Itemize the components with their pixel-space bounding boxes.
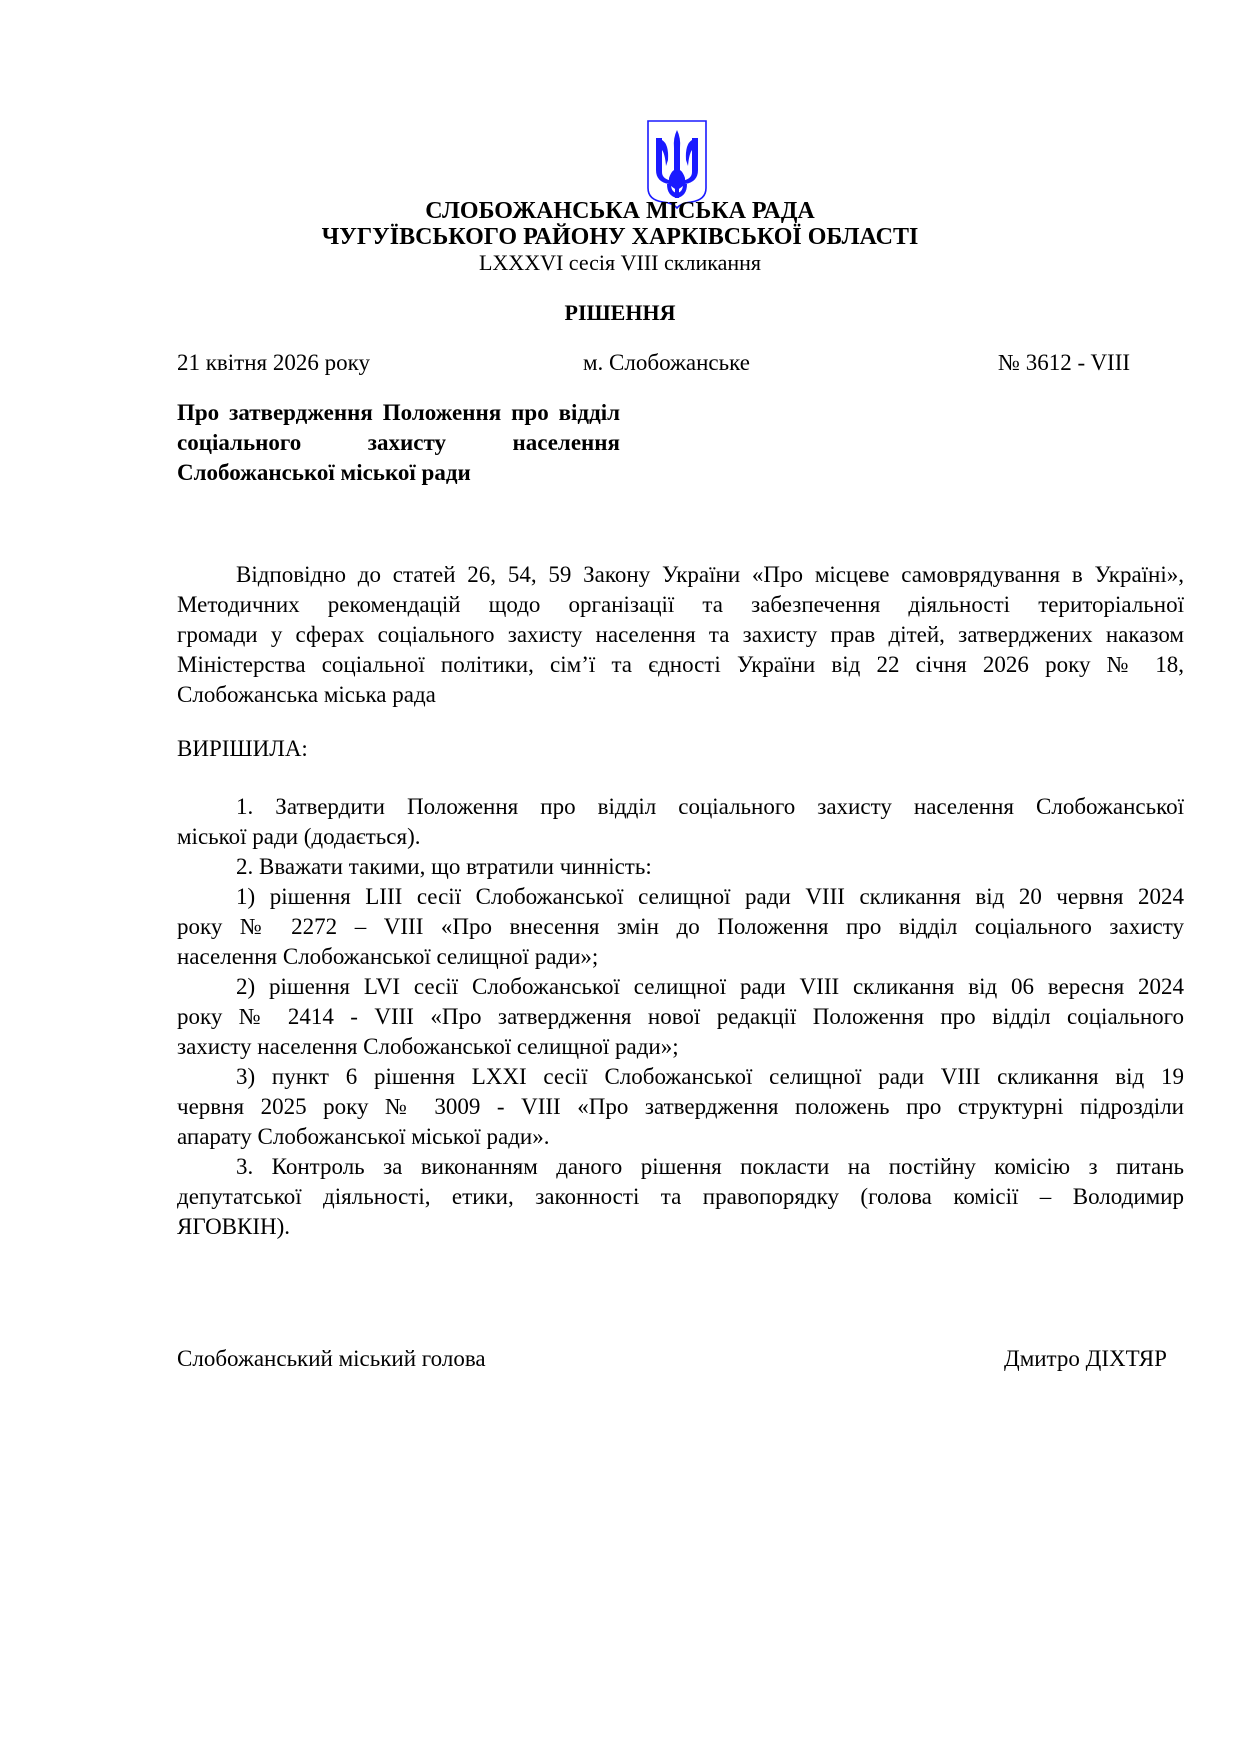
- item-line: ЯГОВКІН).: [177, 1214, 291, 1239]
- item-line: населення Слобожанської селищної ради»;: [177, 944, 599, 969]
- decision-number: № 3612 - VIII: [998, 350, 1131, 375]
- preamble-line: Міністерства соціальної політики, сім’ї та єдності України від 22 січня 2026 року № 18,: [177, 652, 1184, 677]
- district-region: ЧУГУЇВСЬКОГО РАЙОНУ ХАРКІВСЬКОЇ ОБЛАСТІ: [321, 224, 919, 250]
- item-line: року № 2272 – VIII «Про внесення змін до Положення про відділ соціального захисту: [177, 914, 1184, 939]
- preamble-line: Методичних рекомендацій щодо організації та забезпечення діяльності територіальної: [177, 592, 1184, 617]
- document-type: РІШЕННЯ: [564, 300, 676, 325]
- item-2: [177, 852, 1184, 882]
- resolved-heading: ВИРІШИЛА:: [177, 736, 308, 761]
- item-line: 2. Вважати такими, що втратили чинність:: [236, 854, 652, 879]
- item-line: 1) рішення LIII сесії Слобожанської селищної ради VIII скликання від 20 червня 2024: [236, 884, 1184, 909]
- item-line: міської ради (додається).: [177, 824, 421, 849]
- item-line: апарату Слобожанської міської ради».: [177, 1124, 550, 1149]
- decision-items: [177, 792, 1184, 1242]
- council-name: СЛОБОЖАНСЬКА МІСЬКА РАДА: [425, 198, 815, 224]
- decision-place: м. Слобожанське: [583, 350, 750, 375]
- item-1: [177, 792, 1184, 852]
- item-line: 3. Контроль за виконанням даного рішення покласти на постійну комісію з питань: [236, 1154, 1184, 1179]
- item-3: [177, 1152, 1184, 1242]
- item-2-sub-1: [177, 882, 1184, 972]
- item-2-sub-3: [177, 1062, 1184, 1152]
- item-line: депутатської діяльності, етики, законності та правопорядку (голова комісії – Володимир: [177, 1184, 1184, 1209]
- item-2-sub-2: [177, 972, 1184, 1062]
- preamble-line: громади у сферах соціального захисту населення та захисту прав дітей, затверджених наказом: [177, 622, 1184, 647]
- signature-position: Слобожанський міський голова: [177, 1346, 486, 1371]
- preamble-line: Слобожанська міська рада: [177, 682, 436, 707]
- session-line: LXXXVI сесія VIII скликання: [478, 250, 761, 275]
- item-line: 1. Затвердити Положення про відділ соціального захисту населення Слобожанської: [236, 794, 1184, 819]
- item-line: року № 2414 - VIII «Про затвердження нової редакції Положення про відділ соціального: [177, 1004, 1184, 1029]
- item-line: 2) рішення LVI сесії Слобожанської селищної ради VIII скликання від 06 вересня 2024: [236, 974, 1184, 999]
- preamble: [177, 560, 1184, 710]
- item-line: 3) пункт 6 рішення LXXI сесії Слобожанської селищної ради VIII скликання від 19: [236, 1064, 1184, 1089]
- item-line: червня 2025 року № 3009 - VIII «Про затвердження положень про структурні підрозділи: [177, 1094, 1184, 1119]
- item-line: захисту населення Слобожанської селищної ради»;: [177, 1034, 679, 1059]
- decision-subject: Про затвердження Положення про відділ соціального захисту населення Слобожанської міської ради: [177, 400, 620, 485]
- signature-name: Дмитро ДІХТЯР: [1004, 1346, 1167, 1371]
- preamble-line: Відповідно до статей 26, 54, 59 Закону України «Про місцеве самоврядування в Україні»,: [236, 562, 1184, 587]
- decision-date: 21 квітня 2026 року: [177, 350, 370, 375]
